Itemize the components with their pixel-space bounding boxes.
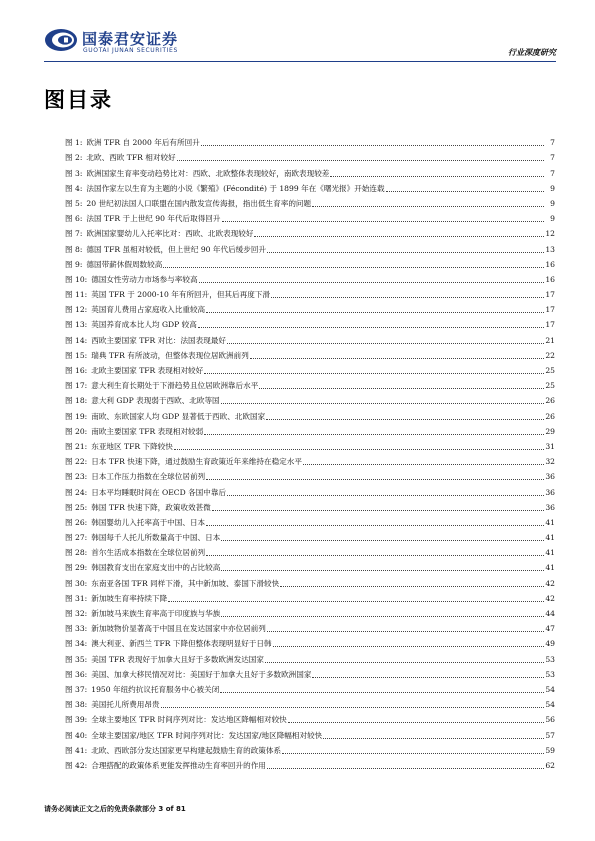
- toc-entry-title: 英国 TFR 于 2000-10 年有所回升，但其后再度下滑: [91, 290, 270, 300]
- toc-entry-page: 26: [545, 411, 555, 421]
- toc-entry[interactable]: [65, 725, 555, 740]
- toc-entry-page: 44: [545, 609, 555, 618]
- toc-entry-label: 图 27:: [65, 533, 88, 543]
- toc-entry[interactable]: [65, 604, 555, 619]
- toc-entry-title: 南欧、东欧国家人均 GDP 显著低于西欧、北欧国家: [91, 411, 266, 421]
- toc-entry[interactable]: [65, 756, 555, 771]
- toc-entry-label: 图 26:: [65, 517, 88, 527]
- toc-entry-label: 图 25:: [65, 502, 88, 512]
- toc-entry[interactable]: [65, 209, 555, 224]
- toc-dot-leader: [204, 373, 544, 374]
- toc-dot-leader: [168, 601, 544, 602]
- toc-entry-label: 图 8:: [65, 244, 83, 254]
- toc-entry-title: 德国带薪休假周数较高: [86, 259, 163, 269]
- toc-entry[interactable]: [65, 437, 555, 452]
- toc-dot-leader: [212, 510, 544, 511]
- toc-entry[interactable]: [65, 376, 555, 391]
- toc-entry-title: 德国女性劳动力市场参与率较高: [91, 274, 198, 284]
- toc-entry-page: 54: [545, 684, 555, 694]
- toc-entry-label: 图 16:: [65, 366, 88, 375]
- toc-entry-label: 图 5:: [65, 198, 83, 208]
- toc-entry[interactable]: [65, 422, 555, 437]
- toc-dot-leader: [220, 692, 544, 693]
- toc-entry-label: 图 36:: [65, 669, 88, 679]
- toc-dot-leader: [227, 495, 544, 496]
- toc-entry-title: 法国作家左以生育为主题的小说《繁殖》(Fécondité) 于 1899 年在《曙光报》开始连载: [86, 183, 385, 193]
- toc-entry-label: 图 23:: [65, 472, 88, 482]
- toc-entry-page: 16: [545, 259, 555, 269]
- toc-entry[interactable]: [65, 558, 555, 573]
- toc-entry-label: 图 34:: [65, 639, 88, 649]
- toc-entry[interactable]: [65, 649, 555, 664]
- toc-entry-page: 53: [545, 654, 555, 664]
- toc-entry-title: 欧洲国家婴幼儿入托率比对：西欧、北欧表现较好: [86, 229, 254, 239]
- toc-entry-title: 欧洲国家生育率变动趋势比对：西欧、北欧整体表现较好，南欧表现较差: [86, 168, 330, 178]
- toc-entry-title: 新加坡马来族生育率高于印度族与华族: [91, 609, 221, 618]
- toc-entry-page: 16: [545, 274, 555, 284]
- header-rule: [44, 61, 556, 62]
- toc-entry-page: 22: [545, 350, 555, 360]
- toc-entry[interactable]: [65, 513, 555, 528]
- brand-name-en: GUOTAI JUNAN SECURITIES: [83, 47, 178, 54]
- toc-entry[interactable]: [65, 315, 555, 330]
- toc-entry[interactable]: [65, 573, 555, 588]
- toc-entry[interactable]: [65, 239, 555, 254]
- toc-entry-label: 图 18:: [65, 396, 88, 406]
- toc-entry-page: 29: [545, 426, 555, 436]
- toc-entry-title: 韩国 TFR 快速下降，政策收效甚微: [91, 502, 211, 512]
- toc-entry[interactable]: [65, 589, 555, 604]
- toc-entry-page: 59: [545, 745, 555, 755]
- toc-dot-leader: [267, 768, 544, 769]
- toc-entry-page: 47: [545, 624, 555, 634]
- toc-entry-title: 新加坡物价显著高于中国且在发达国家中亦位居前列: [91, 624, 266, 634]
- toc-dot-leader: [267, 631, 544, 632]
- toc-entry-page: 21: [545, 335, 555, 345]
- toc-entry[interactable]: [65, 467, 555, 482]
- toc-entry[interactable]: [65, 543, 555, 558]
- toc-entry[interactable]: [65, 695, 555, 710]
- toc-entry-page: 7: [550, 168, 555, 178]
- toc-dot-leader: [206, 312, 544, 313]
- toc-entry-title: 北欧、西欧 TFR 相对较好: [86, 153, 176, 163]
- toc-dot-leader: [254, 236, 544, 237]
- toc-dot-leader: [177, 160, 544, 161]
- toc-entry-title: 1950 年纽约抗议托育服务中心被关闭: [91, 684, 220, 694]
- toc-entry-page: 42: [545, 578, 555, 588]
- toc-entry-label: 图 38:: [65, 700, 88, 710]
- report-type: 行业深度研究: [508, 48, 556, 57]
- toc-entry-title: 南欧主要国家 TFR 表现相对较弱: [91, 426, 204, 436]
- toc-entry[interactable]: [65, 619, 555, 634]
- toc-entry[interactable]: [65, 346, 555, 361]
- toc-entry[interactable]: [65, 665, 555, 680]
- toc-entry-title: 美国、加拿大移民情况对比：美国好于加拿大且好于多数欧洲国家: [91, 669, 312, 679]
- toc-entry-title: 英国育儿费用占家庭收入比重较高: [91, 305, 206, 315]
- toc-entry-label: 图 15:: [65, 350, 88, 360]
- toc-entry-title: 瑞典 TFR 有所波动，但整体表现位居欧洲前列: [91, 350, 249, 360]
- toc-entry-title: 北欧、西欧部分发达国家更早构建起鼓励生育的政策体系: [91, 745, 282, 755]
- toc-dot-leader: [312, 206, 544, 207]
- toc-entry-page: 49: [545, 639, 555, 649]
- page-header: [44, 28, 556, 58]
- toc-entry-label: 图 3:: [65, 168, 83, 178]
- toc-entry-page: 12: [545, 229, 555, 239]
- toc-dot-leader: [227, 343, 544, 344]
- toc-entry-page: 42: [545, 593, 555, 603]
- toc-entry[interactable]: [65, 163, 555, 178]
- toc-entry-label: 图 35:: [65, 654, 88, 664]
- toc-entry-page: 41: [545, 548, 555, 558]
- toc-entry-page: 9: [550, 183, 555, 193]
- toc-entry-page: 62: [545, 760, 555, 770]
- toc-entry-title: 新加坡生育率持续下降: [91, 593, 168, 603]
- toc-dot-leader: [271, 297, 544, 298]
- toc-entry-title: 合理搭配的政策体系更能发挥推动生育率回升的作用: [91, 760, 266, 770]
- toc-entry[interactable]: [65, 133, 555, 148]
- toc-entry-page: 7: [550, 138, 555, 148]
- toc-dot-leader: [265, 662, 544, 663]
- toc-dot-leader: [273, 646, 544, 647]
- toc-entry-title: 德国 TFR 虽相对较低，但上世纪 90 年代后缓步回升: [86, 244, 267, 254]
- toc-entry-title: 美国托儿所费用昂贵: [91, 700, 160, 710]
- guotai-junan-logo-icon: [44, 28, 78, 52]
- toc-entry[interactable]: [65, 330, 555, 345]
- toc-entry-label: 图 22:: [65, 457, 88, 467]
- toc-entry-label: 图 7:: [65, 229, 83, 239]
- toc-entry-label: 图 14:: [65, 335, 88, 345]
- toc-entry-page: 7: [550, 153, 555, 163]
- toc-entry-title: 日本平均睡眠时间在 OECD 各国中靠后: [91, 487, 227, 497]
- toc-entry-title: 北欧主要国家 TFR 表现相对较好: [91, 366, 204, 375]
- toc-dot-leader: [267, 252, 544, 253]
- toc-dot-leader: [206, 479, 544, 480]
- toc-entry[interactable]: [65, 179, 555, 194]
- toc-entry[interactable]: [65, 270, 555, 285]
- toc-entry-label: 图 33:: [65, 624, 88, 634]
- toc-entry[interactable]: [65, 300, 555, 315]
- toc-entry-label: 图 41:: [65, 745, 88, 755]
- toc-dot-leader: [266, 419, 544, 420]
- toc-dot-leader: [312, 677, 544, 678]
- toc-dot-leader: [288, 722, 544, 723]
- toc-entry-page: 26: [545, 396, 555, 406]
- toc-entry[interactable]: [65, 452, 555, 467]
- toc-entry-page: 31: [545, 441, 555, 451]
- toc-entry-page: 25: [545, 381, 555, 391]
- toc-dot-leader: [221, 540, 544, 541]
- toc-entry-label: 图 21:: [65, 441, 88, 451]
- toc-dot-leader: [201, 145, 544, 146]
- toc-entry-label: 图 12:: [65, 305, 88, 315]
- toc-entry-label: 图 31:: [65, 593, 88, 603]
- toc-entry-title: 首尔生活成本指数在全球位居前列: [91, 548, 206, 558]
- toc-entry-label: 图 19:: [65, 411, 88, 421]
- toc-entry-label: 图 24:: [65, 487, 88, 497]
- toc-dot-leader: [222, 221, 545, 222]
- toc-entry-title: 日本工作压力指数在全球位居前列: [91, 472, 206, 482]
- toc-entry-title: 韩国教育支出在家庭支出中的占比较高: [91, 563, 221, 573]
- toc-entry-label: 图 20:: [65, 426, 88, 436]
- toc-entry-title: 日本 TFR 快速下降，通过鼓励生育政策近年来维持在稳定水平: [91, 457, 302, 467]
- toc-entry-title: 韩国每千人托儿所数量高于中国、日本: [91, 533, 221, 543]
- toc-entry-title: 意大利生育长期处于下滑趋势且位居欧洲靠后水平: [91, 381, 259, 391]
- toc-entry-label: 图 29:: [65, 563, 88, 573]
- toc-entry-title: 韩国婴幼儿入托率高于中国、日本: [91, 517, 206, 527]
- toc-entry-title: 东南亚各国 TFR 同样下滑，其中新加坡、泰国下滑较快: [91, 578, 280, 588]
- toc-entry-page: 54: [545, 700, 555, 710]
- toc-entry-title: 西欧主要国家 TFR 对比：法国表现最好: [91, 335, 227, 345]
- brand-name-cn: 国泰君安证券: [82, 30, 179, 48]
- toc-entry-page: 17: [545, 320, 555, 330]
- page-footer: 请务必阅读正文之后的免责条款部分 3 of 81: [44, 805, 186, 813]
- toc-dot-leader: [198, 327, 544, 328]
- toc-dot-leader: [206, 525, 544, 526]
- toc-entry[interactable]: [65, 710, 555, 725]
- toc-entry-label: 图 4:: [65, 183, 83, 193]
- toc-entry-page: 36: [545, 502, 555, 512]
- toc-dot-leader: [280, 586, 544, 587]
- toc-entry-page: 25: [545, 366, 555, 375]
- toc-dot-leader: [221, 570, 544, 571]
- toc-entry-label: 图 40:: [65, 730, 88, 740]
- toc-dot-leader: [259, 388, 544, 389]
- toc-entry[interactable]: [65, 528, 555, 543]
- toc-entry-title: 美国 TFR 表现好于加拿大且好于多数欧洲发达国家: [91, 654, 264, 664]
- toc-dot-leader: [221, 403, 544, 404]
- toc-entry-page: 9: [550, 198, 555, 208]
- toc-entry-page: 41: [545, 517, 555, 527]
- toc-entry-page: 36: [545, 472, 555, 482]
- toc-entry[interactable]: [65, 391, 555, 406]
- toc-dot-leader: [282, 753, 544, 754]
- toc-entry[interactable]: [65, 148, 555, 163]
- toc-entry[interactable]: [65, 285, 555, 300]
- toc-entry-title: 20 世纪初法国人口联盟在国内散发宣传海报，指出低生育率的问题: [86, 198, 312, 208]
- toc-entry-label: 图 13:: [65, 320, 88, 330]
- toc-entry-label: 图 10:: [65, 274, 88, 284]
- toc-entry-label: 图 9:: [65, 259, 83, 269]
- toc-entry[interactable]: [65, 680, 555, 695]
- toc-dot-leader: [323, 738, 544, 739]
- toc-dot-leader: [161, 707, 544, 708]
- figure-list: [65, 133, 555, 771]
- toc-entry[interactable]: [65, 482, 555, 497]
- toc-dot-leader: [330, 176, 544, 177]
- toc-entry-page: 41: [545, 563, 555, 573]
- toc-entry-page: 53: [545, 669, 555, 679]
- toc-dot-leader: [163, 267, 544, 268]
- toc-entry[interactable]: [65, 741, 555, 756]
- toc-entry[interactable]: [65, 361, 555, 376]
- toc-entry-page: 36: [545, 487, 555, 497]
- toc-entry-page: 13: [545, 244, 555, 254]
- toc-entry-label: 图 6:: [65, 214, 83, 224]
- page-title: 图目录: [44, 88, 113, 112]
- toc-entry-title: 全球主要地区 TFR 时间序列对比：发达地区降幅相对较快: [91, 715, 287, 725]
- toc-entry-title: 澳大利亚、新西兰 TFR 下降但整体表现明显好于日韩: [91, 639, 272, 649]
- toc-entry-page: 9: [550, 214, 555, 224]
- toc-dot-leader: [174, 449, 544, 450]
- toc-entry-label: 图 2:: [65, 153, 83, 163]
- toc-dot-leader: [303, 464, 544, 465]
- toc-entry-title: 意大利 GDP 表现弱于西欧、北欧等国: [91, 396, 220, 406]
- toc-entry-title: 欧洲 TFR 自 2000 年后有所回升: [86, 138, 200, 148]
- toc-dot-leader: [206, 555, 544, 556]
- toc-entry-page: 41: [545, 533, 555, 543]
- toc-entry-page: 57: [545, 730, 555, 740]
- toc-entry-label: 图 28:: [65, 548, 88, 558]
- toc-entry[interactable]: [65, 406, 555, 421]
- toc-entry-label: 图 30:: [65, 578, 88, 588]
- toc-entry-label: 图 39:: [65, 715, 88, 725]
- toc-entry[interactable]: [65, 224, 555, 239]
- toc-entry-label: 图 42:: [65, 760, 88, 770]
- toc-dot-leader: [221, 616, 544, 617]
- toc-entry-title: 全球主要国家/地区 TFR 时间序列对比：发达国家/地区降幅相对较快: [91, 730, 323, 740]
- toc-entry-title: 法国 TFR 于上世纪 90 年代后取得回升: [86, 214, 221, 224]
- toc-entry-page: 17: [545, 290, 555, 300]
- toc-entry[interactable]: [65, 194, 555, 209]
- toc-dot-leader: [250, 358, 544, 359]
- toc-entry[interactable]: [65, 634, 555, 649]
- toc-entry-label: 图 32:: [65, 609, 88, 618]
- toc-entry-title: 英国养育成本比人均 GDP 较高: [91, 320, 197, 330]
- toc-entry-title: 东亚地区 TFR 下降较快: [91, 441, 173, 451]
- toc-entry-page: 56: [545, 715, 555, 725]
- toc-dot-leader: [199, 282, 544, 283]
- toc-entry[interactable]: [65, 498, 555, 513]
- toc-entry-label: 图 37:: [65, 684, 88, 694]
- toc-entry-page: 17: [545, 305, 555, 315]
- toc-entry-label: 图 1:: [65, 138, 83, 148]
- toc-dot-leader: [204, 434, 544, 435]
- toc-entry-label: 图 17:: [65, 381, 88, 391]
- toc-entry-page: 32: [545, 457, 555, 467]
- toc-dot-leader: [386, 191, 544, 192]
- toc-entry[interactable]: [65, 255, 555, 270]
- toc-entry-label: 图 11:: [65, 290, 88, 300]
